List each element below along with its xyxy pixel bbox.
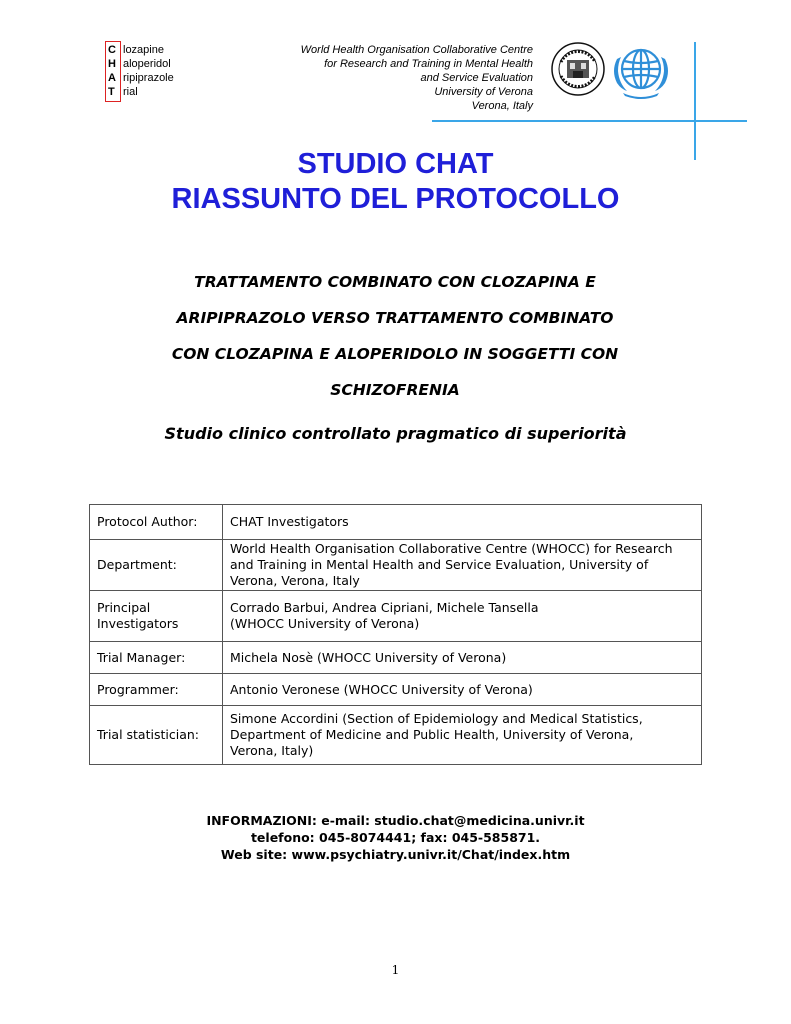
row-key <box>90 591 223 642</box>
header-rule-vertical <box>694 42 696 160</box>
table-row <box>90 706 702 765</box>
acronym-letter: C <box>108 44 116 56</box>
row-value <box>223 591 702 642</box>
subtitle-line: CON CLOZAPINA E ALOPERIDOLO IN SOGGETTI CON <box>171 345 619 363</box>
value-line: Antonio Veronese (WHOCC University of Verona) <box>230 681 533 697</box>
protocol-info-table <box>89 504 702 765</box>
row-key: Trial Manager: <box>90 642 223 674</box>
value-line: Michela Nosè (WHOCC University of Verona) <box>230 649 507 665</box>
row-key: Department: <box>90 540 223 591</box>
row-key: Trial statistician: <box>90 706 223 765</box>
institution-block <box>301 43 533 113</box>
row-key: Programmer: <box>90 674 223 706</box>
contact-phone: telefono: 045-8074441; fax: 045-585871. <box>250 830 541 845</box>
row-key-text: Principal Investigators <box>97 600 179 631</box>
subtitle-line: TRATTAMENTO COMBINATO CON CLOZAPINA E <box>194 273 596 291</box>
value-line: Corrado Barbui, Andrea Cipriani, Michele Tansella <box>230 600 539 615</box>
institution-line: and Service Evaluation <box>420 72 533 84</box>
protocol-subtitle <box>95 264 695 408</box>
contact-website: Web site: www.psychiatry.univr.it/Chat/index.htm <box>220 847 571 862</box>
acronym-letter: A <box>108 72 116 84</box>
university-seal-icon <box>551 42 605 96</box>
acronym-letter: T <box>108 86 115 98</box>
row-value <box>223 674 702 706</box>
acronym-letters <box>108 43 116 99</box>
subtitle-line: ARIPIPRAZOLO VERSO TRATTAMENTO COMBINATO <box>176 309 614 327</box>
page-number: 1 <box>391 963 400 977</box>
acronym-word: lozapine <box>123 44 164 56</box>
table-row <box>90 642 702 674</box>
row-value <box>223 540 702 591</box>
institution-line: for Research and Training in Mental Health <box>324 58 533 70</box>
row-value <box>223 642 702 674</box>
table-row <box>90 591 702 642</box>
value-line: Department of Medicine and Public Health, University of Verona, <box>230 727 634 742</box>
contact-info <box>0 812 791 863</box>
row-value <box>223 706 702 765</box>
contact-email: INFORMAZIONI: e-mail: studio.chat@medicina.univr.it <box>206 813 585 828</box>
table-row <box>90 674 702 706</box>
table-row <box>90 540 702 591</box>
study-type: Studio clinico controllato pragmatico di superiorità <box>164 424 627 443</box>
acronym-word: rial <box>123 86 138 98</box>
value-line: CHAT Investigators <box>230 514 349 529</box>
institution-line: University of Verona <box>434 86 533 98</box>
value-line: Verona, Italy) <box>230 743 314 758</box>
institution-line: Verona, Italy <box>471 100 533 112</box>
row-key: Protocol Author: <box>90 505 223 540</box>
document-title-line1: STUDIO CHAT <box>297 148 494 180</box>
institution-line: World Health Organisation Collaborative Centre <box>300 44 533 56</box>
who-emblem-icon <box>609 41 673 101</box>
acronym-letter: H <box>108 58 116 70</box>
acronym-word: aloperidol <box>123 58 171 70</box>
value-line: Verona, Verona, Italy <box>230 573 360 588</box>
value-line: and Training in Mental Health and Service Evaluation, University of <box>230 557 649 572</box>
acronym-word: ripiprazole <box>123 72 174 84</box>
acronym-words <box>123 43 174 99</box>
document-title-line2: RIASSUNTO DEL PROTOCOLLO <box>171 183 620 215</box>
value-line: World Health Organisation Collaborative Centre (WHOCC) for Research <box>230 541 673 556</box>
subtitle-line: SCHIZOFRENIA <box>330 381 460 399</box>
table-row <box>90 505 702 540</box>
row-value <box>223 505 702 540</box>
value-line: Simone Accordini (Section of Epidemiology and Medical Statistics, <box>230 711 643 726</box>
header-rule-horizontal <box>432 120 747 122</box>
value-line: (WHOCC University of Verona) <box>230 616 420 631</box>
